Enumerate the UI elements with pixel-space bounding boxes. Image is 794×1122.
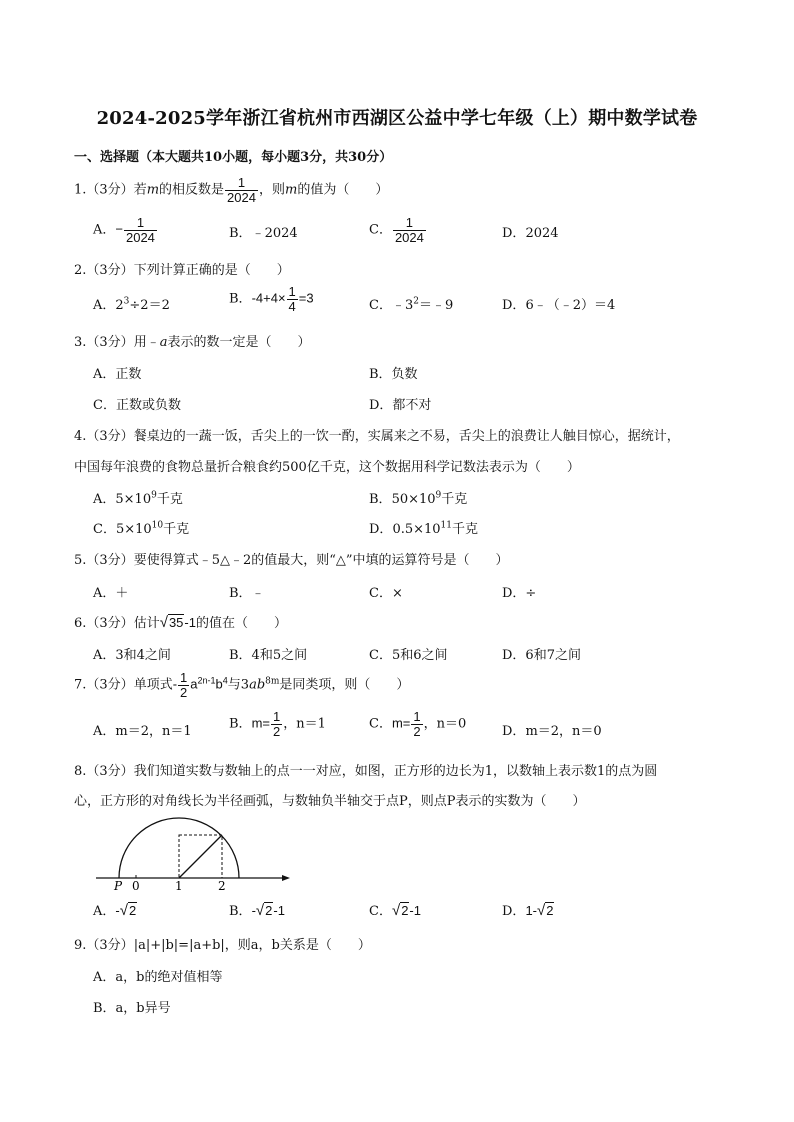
option-c[interactable]: C．m= $\frac{1}{2}$ ，n＝0 [369, 709, 467, 739]
section-heading: 一、选择题（本大题共10小题，每小题3分，共30分） [74, 150, 393, 165]
label-2: 2 [218, 879, 226, 893]
option-b[interactable]: B．﹣ [229, 586, 265, 601]
question-7: 7.（3分）单项式- $\frac{1}{2}$ $a^{2n-1}b^4$与$3ab^{8m}$是同类项，则（ ） [74, 670, 410, 700]
question-6: 6.（3分）估计 √ 35 -1的值在（ ） [74, 614, 287, 631]
label-0: 0 [132, 879, 140, 893]
question-9: 9.（3分）|a|+|b|=|a+b|，则a，b关系是（ ） [74, 938, 371, 953]
option-a[interactable]: A．正数 [93, 367, 142, 382]
number-line-figure [90, 815, 300, 895]
option-d[interactable]: D．$0.5\times 10^{11}$千克 [369, 520, 479, 537]
option-a[interactable]: A．a，b的绝对值相等 [93, 970, 223, 985]
option-c[interactable]: C．$﹣3^2=﹣9$ [369, 296, 454, 313]
option-b[interactable]: B．m= $\frac{1}{2}$ ，n＝1 [229, 709, 326, 739]
option-b[interactable]: B．﹣2024 [229, 226, 298, 241]
axis-arrow [282, 875, 290, 881]
option-b[interactable]: B．- √ 2 -1 [229, 902, 285, 919]
option-c[interactable]: C． √ 2 -1 [369, 902, 421, 919]
diagonal [179, 835, 222, 878]
option-d[interactable]: D．2024 [502, 226, 559, 241]
option-d[interactable]: D．÷ [502, 586, 537, 601]
option-b[interactable]: B．-4+4× $\frac{1}{4}$ =3 [229, 284, 314, 314]
question-3: 3.（3分）用﹣a表示的数一定是（ ） [74, 335, 311, 350]
question-8-line2: 心，正方形的对角线长为半径画弧，与数轴负半轴交于点P，则点P表示的实数为（ ） [74, 794, 586, 809]
option-a[interactable]: A．3和4之间 [93, 648, 171, 663]
option-a[interactable]: A．＋ [93, 586, 129, 601]
option-a[interactable]: A．$5\times 10^9$千克 [93, 490, 183, 507]
option-c[interactable]: C．× [369, 586, 403, 601]
option-a[interactable]: A．$2^3\div 2=2$ [93, 296, 170, 313]
option-a[interactable]: A．- √ 2 [93, 902, 137, 919]
option-b[interactable]: B．$50\times 10^9$千克 [369, 490, 468, 507]
option-d[interactable]: D．都不对 [369, 398, 432, 413]
page-title: 2024-2025学年浙江省杭州市西湖区公益中学七年级（上）期中数学试卷 [96, 108, 698, 129]
option-b[interactable]: B．负数 [369, 367, 418, 382]
fraction: $\frac{1}{2024}$ [227, 175, 256, 205]
option-d[interactable]: D．1- √ 2 [502, 902, 554, 919]
option-c[interactable]: C．5和6之间 [369, 648, 448, 663]
option-a[interactable]: A．m＝2，n＝1 [93, 724, 192, 739]
question-4: 4.（3分）餐桌边的一蔬一饭，舌尖上的一饮一酌，实属来之不易，舌尖上的浪费让人触目惊心，据统计， [74, 429, 680, 444]
label-p: P [114, 879, 123, 893]
sqrt: √ 35 [159, 614, 184, 631]
question-4-line2: 中国每年浪费的食物总量折合粮食约500亿千克，这个数据用科学记数法表示为（ ） [74, 460, 580, 475]
question-1: 1.（3分）若m的相反数是 $\frac{1}{2024}$ ，则m的值为（ ） [74, 175, 389, 205]
option-d[interactable]: D．6和7之间 [502, 648, 581, 663]
option-b[interactable]: B．4和5之间 [229, 648, 308, 663]
label-1: 1 [175, 879, 183, 893]
option-d[interactable]: D．6﹣（﹣2）＝4 [502, 298, 616, 313]
option-b[interactable]: B．a，b异号 [93, 1001, 171, 1016]
question-8: 8.（3分）我们知道实数与数轴上的点一一对应，如图，正方形的边长为1，以数轴上表示数1的点为圆 [74, 764, 658, 779]
question-5: 5.（3分）要使得算式﹣5△﹣2的值最大，则“△”中填的运算符号是（ ） [74, 553, 509, 568]
option-a[interactable]: A．− $\frac{1}{2024}$ [93, 215, 155, 245]
option-c[interactable]: C．$5\times 10^{10}$千克 [93, 520, 190, 537]
option-c[interactable]: C．正数或负数 [93, 398, 181, 413]
question-2: 2.（3分）下列计算正确的是（ ） [74, 263, 290, 278]
option-c[interactable]: C． $\frac{1}{2024}$ [369, 215, 424, 245]
option-d[interactable]: D．m＝2，n＝0 [502, 724, 602, 739]
